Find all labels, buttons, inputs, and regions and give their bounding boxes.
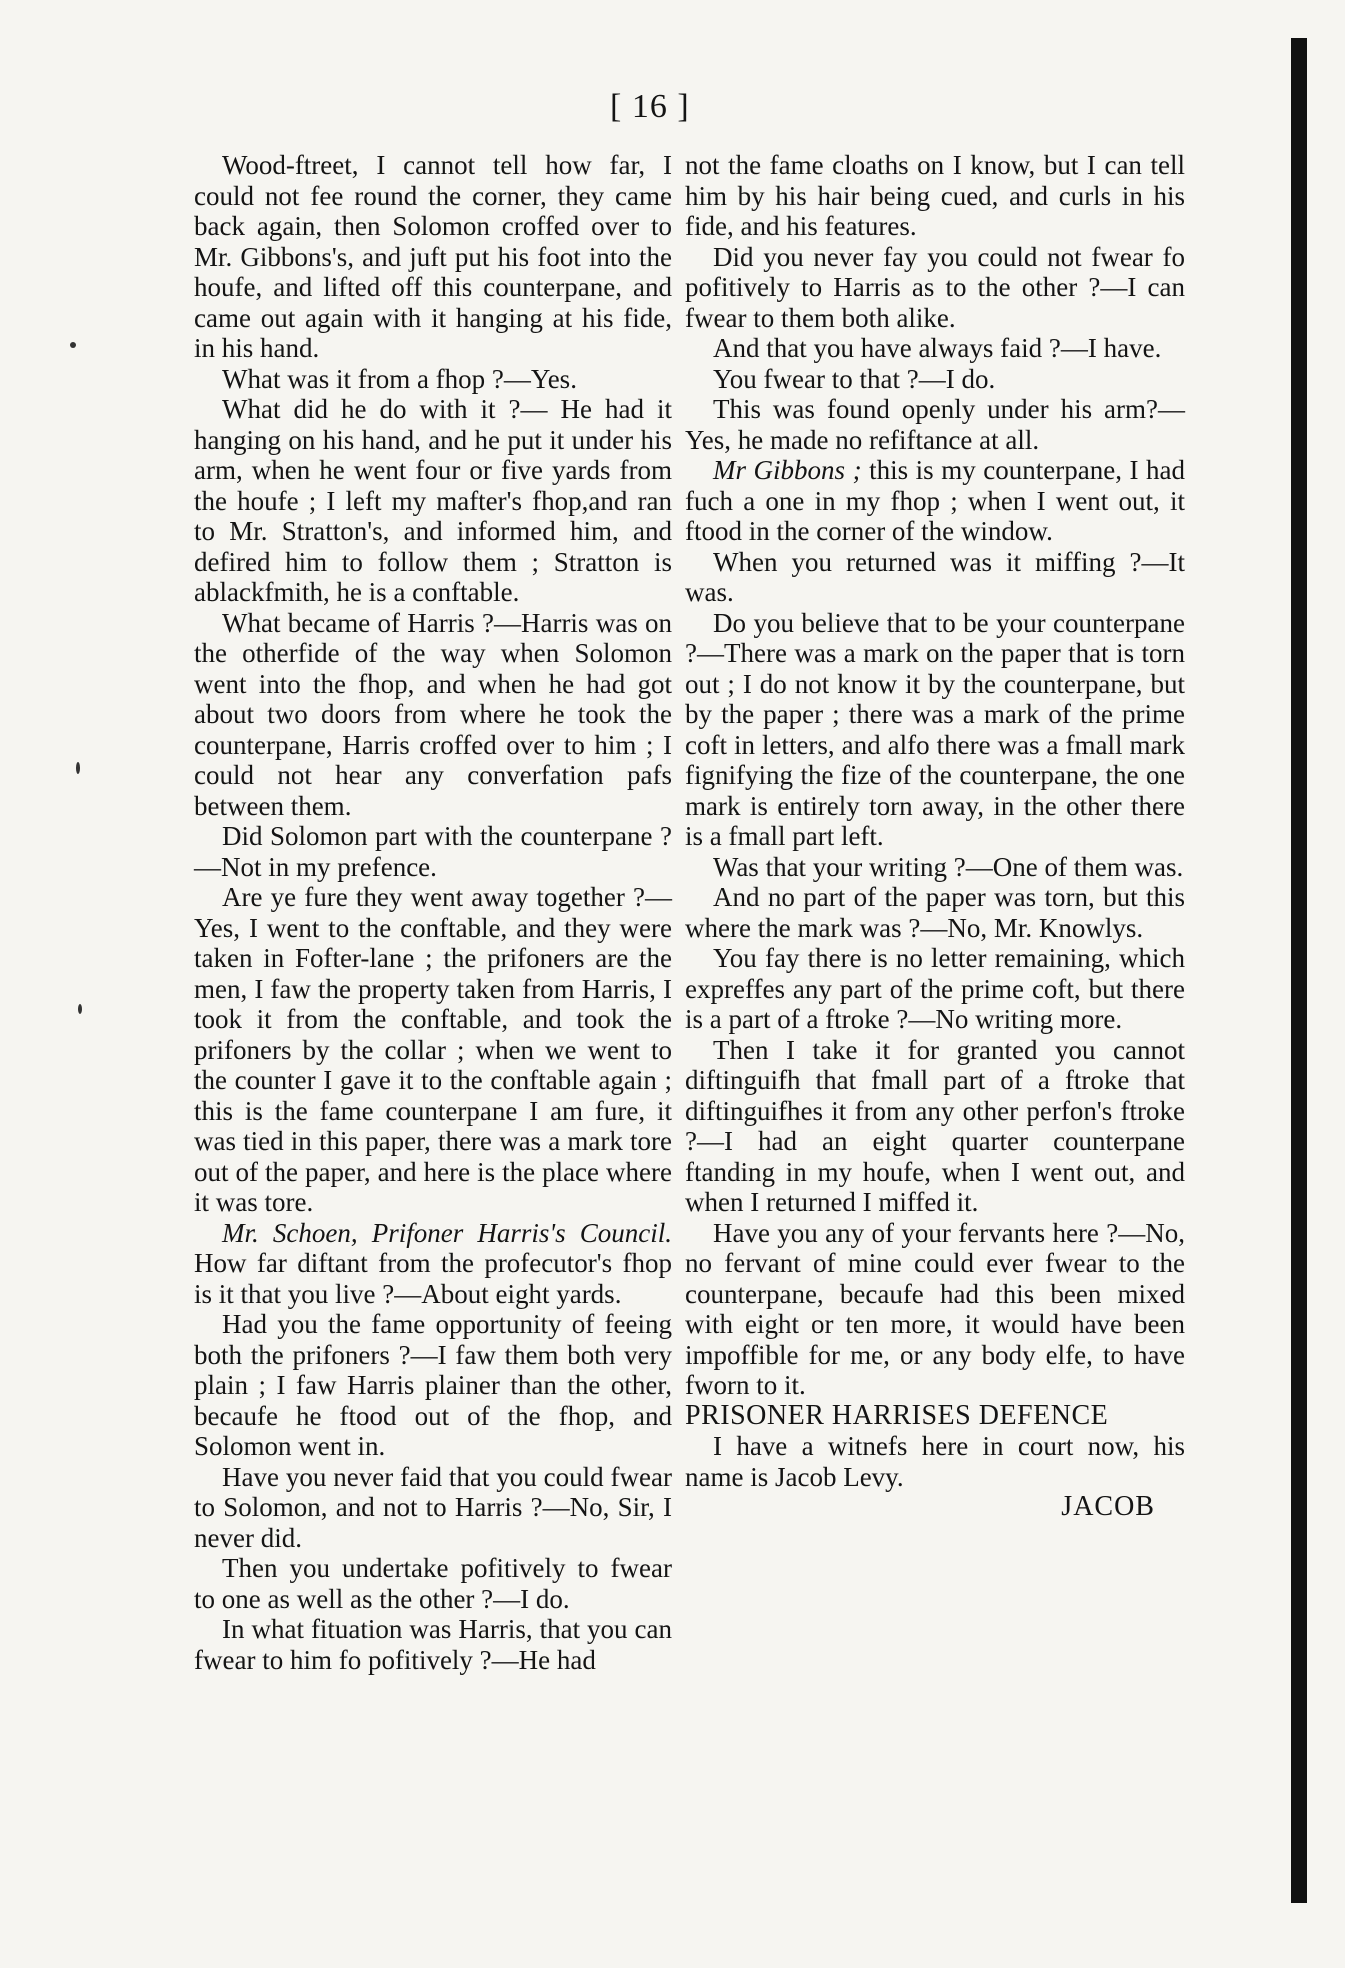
paragraph-text: What did he do with it ?— He had it hanging on his hand, and he put it under his arm, when he went four or five yards from the houfe ; I left my mafter's fhop,and ran to Mr. Stratton's, and informed him, and defired him to follow them ; Stratton is ablackfmith, he is a conftable.: [194, 394, 672, 607]
left-column: [194, 150, 672, 1675]
paragraph: [194, 821, 672, 882]
paragraph-text: Wood-ftreet, I cannot tell how far, I could not fee round the corner, they came back again, then Solomon croffed over to Mr. Gibbons's, and juft put his foot into the houfe, and lifted off this counterpane, and came out again with it hanging at his fide, in his hand.: [194, 150, 672, 363]
paragraph: [685, 150, 1185, 242]
paragraph-text: Was that your writing ?—One of them was.: [713, 851, 1184, 882]
paragraph-text: not the fame cloaths on I know, but I can tell him by his hair being cued, and curls in his fide, and his features.: [685, 150, 1185, 241]
paragraph: [685, 882, 1185, 943]
paragraph-text: Did you never fay you could not fwear fo pofitively to Harris as to the other ?—I can fwear to them both alike.: [685, 241, 1185, 333]
defence-text: I have a witnefs here in court now, his name is Jacob Levy.: [685, 1431, 1185, 1492]
paragraph: [194, 1462, 672, 1554]
paragraph-text: You fay there is no letter remaining, which expreffes any part of the prime coft, but there is a part of a ftroke ?—No writing more.: [685, 943, 1185, 1034]
paragraph-text: When you returned was it miffing ?—It was.: [685, 546, 1185, 607]
paragraph-text: Then you undertake pofitively to fwear to one as well as the other ?—I do.: [194, 1553, 672, 1614]
paragraph: [685, 364, 1185, 395]
paragraph-text: this is my counterpane, I had fuch a one in my fhop ; when I went out, it ftood in the corner of the window.: [685, 455, 1185, 546]
paragraph-text: Had you the fame opportunity of feeing both the prifoners ?—I faw them both very plain ; I faw Harris plainer than the other, becaufe he ftood out of the fhop, and Solomon went in.: [194, 1309, 672, 1461]
speaker-name: Mr. Schoen, Prifoner Harris's Council.: [222, 1217, 672, 1248]
catchword: JACOB: [1061, 1491, 1155, 1522]
paragraph-text: You fwear to that ?—I do.: [713, 363, 996, 394]
paragraph: [194, 1614, 672, 1675]
paragraph: [685, 455, 1185, 547]
paragraph-text: What became of Harris ?—Harris was on the otherfide of the way when Solomon went into the fhop, and when he had got about two doors from where he took the counterpane, Harris croffed over to him ; I could not hear any converfation pafs between them.: [194, 607, 672, 821]
paragraph-text: Do you believe that to be your counterpane ?—There was a mark on the paper that is torn out ; I do not know it by the counterpane, but by the paper ; there was a mark of the prime coft in letters, and alfo there was a fmall mark fignifying the fize of the counterpane, the one mark is entirely torn away, in the other there is a fmall part left.: [685, 607, 1185, 851]
page-number: [ 16 ]: [610, 88, 690, 125]
paragraph: [685, 608, 1185, 852]
paragraph-text: Then I take it for granted you cannot diftinguifh that fmall part of a ftroke that diftinguifhes it from any other perfon's ftroke ?—I had an eight quarter counterpane ftanding in my houfe, when I went out, and when I returned I miffed it.: [685, 1034, 1185, 1217]
defence-heading: PRISONER HARRISES DEFENCE: [685, 1399, 1109, 1431]
paragraph: [194, 364, 672, 395]
paragraph: [194, 394, 672, 608]
paragraph-text: Have you never faid that you could fwear to Solomon, and not to Harris ?—No, Sir, I never did.: [194, 1461, 672, 1553]
paragraph-text: And no part of the paper was torn, but this where the mark was ?—No, Mr. Knowlys.: [685, 882, 1185, 943]
paragraph-text: In what fituation was Harris, that you can fwear to him fo pofitively ?—He had: [194, 1614, 672, 1675]
paragraph: [685, 242, 1185, 334]
paragraph: [685, 1218, 1185, 1401]
paragraph-text: What was it from a fhop ?—Yes.: [222, 363, 577, 394]
paragraph: [685, 1035, 1185, 1218]
paragraph: [194, 1218, 672, 1310]
paragraph: [194, 608, 672, 822]
scan-speck: [78, 1004, 82, 1014]
paragraph-text: Have you any of your fervants here ?—No, no fervant of mine could ever fwear to the counterpane, becaufe had this been mixed with eight or ten more, it would have been impoffible for me, or any body elfe, to have fworn to it.: [685, 1217, 1185, 1400]
paragraph-text: How far diftant from the profecutor's fhop is it that you live ?—About eight yards.: [194, 1248, 672, 1309]
page-edge-shadow: [1291, 38, 1307, 1903]
paragraph: [685, 943, 1185, 1035]
paragraph: [194, 882, 672, 1218]
paragraph-text: And that you have always faid ?—I have.: [713, 333, 1162, 363]
paragraph: [685, 852, 1185, 883]
speaker-name: Mr Gibbons ;: [713, 455, 862, 485]
right-column: [685, 150, 1185, 1523]
paragraph: [685, 547, 1185, 608]
scan-speck: [76, 762, 80, 774]
paragraph: [685, 333, 1185, 364]
paragraph: [685, 394, 1185, 455]
paragraph-text: Did Solomon part with the counterpane ?—Not in my prefence.: [194, 821, 672, 882]
scan-speck: [70, 342, 76, 348]
paragraph: [194, 1309, 672, 1462]
paragraph-text: Are ye fure they went away together ?—Yes, I went to the conftable, and they were taken in Fofter-lane ; the prifoners are the men, I faw the property taken from Harris, I took it from the conftable, and took the prifoners by the collar ; when we went to the counter I gave it to the conftable again ; this is the fame counterpane I am fure, it was tied in this paper, there was a mark tore out of the paper, and here is the place where it was tore.: [194, 882, 672, 1217]
paragraph: [194, 1553, 672, 1614]
right-column-paragraphs: [685, 150, 1185, 1401]
paragraph-text: This was found openly under his arm?—Yes, he made no refiftance at all.: [685, 394, 1185, 455]
paragraph: [194, 150, 672, 364]
